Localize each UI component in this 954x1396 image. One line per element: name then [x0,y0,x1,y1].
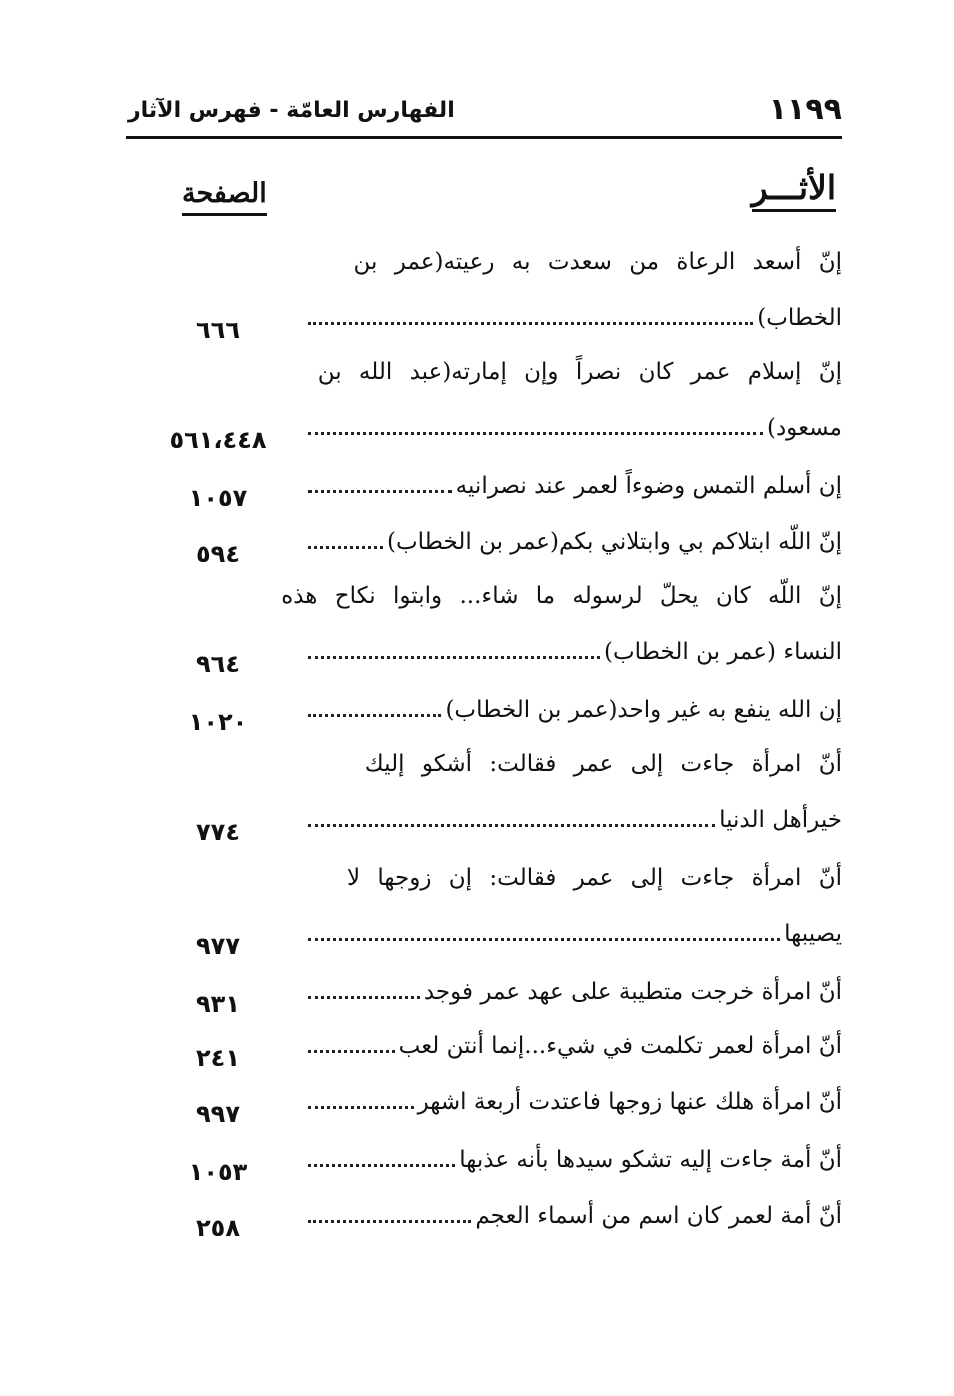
entry-line: أنّ امرأة جاءت إلى عمر فقالت: إن زوجها لا [347,865,842,891]
index-entry [308,1140,842,1196]
index-entry [308,1026,842,1082]
entry-line: أنّ أمة لعمر كان اسم من أسماء العجم [308,1196,842,1252]
index-entry [308,242,842,354]
entry-line: خيرأهل الدنيا [308,800,842,856]
header-title: الفهارس العامّة - فهرس الآثار [128,98,455,123]
leader-dots [308,432,763,435]
leader-dots [308,1106,414,1109]
index-entry [308,466,842,522]
entry-line: أنّ أمة جاءت إليه تشكو سيدها بأنه عذبها [308,1140,842,1196]
entry-page-number: ٩٩٧ [196,1100,240,1128]
running-header [126,92,842,139]
entry-line: النساء (عمر بن الخطاب) [308,632,842,688]
entry-page-number: ٩٦٤ [196,650,240,678]
entry-page-number: ٥٦١،٤٤٨ [169,426,267,454]
index-entry [308,352,842,464]
leader-dots [308,938,780,941]
entry-page-number: ٢٥٨ [196,1214,240,1242]
entry-line: مسعود) [308,408,842,464]
leader-dots [308,546,383,549]
entry-line: أنّ امرأة لعمر تكلمت في شيء...إنما أنتن لعب [308,1026,842,1082]
entry-line: أنّ امرأة خرجت متطيبة على عهد عمر فوجد [308,972,842,1028]
index-entry [308,858,842,970]
entry-page-number: ٥٩٤ [196,540,240,568]
index-entry [308,690,842,746]
column-header-athar: الأثـــر [752,168,836,212]
leader-dots [308,1164,455,1167]
column-header-page: الصفحة [182,178,267,216]
entry-line: أنّ امرأة جاءت إلى عمر فقالت: أشكو إليك [364,751,842,777]
leader-dots [308,490,452,493]
index-entry [308,1196,842,1252]
leader-dots [308,322,753,325]
entry-page-number: ٦٦٦ [196,316,240,344]
leader-dots [308,824,715,827]
entry-line: إن الله ينفع به غير واحد(عمر بن الخطاب) [308,690,842,746]
leader-dots [308,714,441,717]
entry-line: إنّ أسعد الرعاة من سعدت به رعيته(عمر بن [353,249,842,275]
index-entry [281,576,842,688]
entry-page-number: ١٠٥٣ [188,1158,248,1186]
entry-line: إنّ اللّه ابتلاكم بي وابتلاني بكم(عمر بن الخطاب) [308,522,842,578]
leader-dots [308,656,600,659]
entry-line: أنّ امرأة هلك عنها زوجها فاعتدت أربعة اشهر [308,1082,842,1138]
index-entry [308,522,842,578]
leader-dots [308,1220,471,1223]
entry-line: إنّ اللّه كان يحلّ لرسوله ما شاء... وابتوا نكاح هذه [281,583,842,609]
leader-dots [308,996,420,999]
entry-page-number: ٢٤١ [196,1044,240,1072]
entry-page-number: ٩٧٧ [196,932,240,960]
entry-line: الخطاب) [308,298,842,354]
entry-page-number: ١٠٢٠ [188,708,248,736]
entry-page-number: ٩٣١ [196,990,240,1018]
entry-line: يصيبها [308,914,842,970]
page-number: ١١٩٩ [768,92,842,127]
entry-page-number: ١٠٥٧ [188,484,248,512]
entry-page-number: ٧٧٤ [196,818,240,846]
index-entry [308,744,842,856]
entry-line: إن أسلم التمس وضوءاً لعمر عند نصرانيه [308,466,842,522]
entry-line: إنّ إسلام عمر كان نصراً وإن إمارته(عبد الله بن [317,359,842,385]
leader-dots [308,1050,395,1053]
index-entry [308,972,842,1028]
index-entry [308,1082,842,1138]
